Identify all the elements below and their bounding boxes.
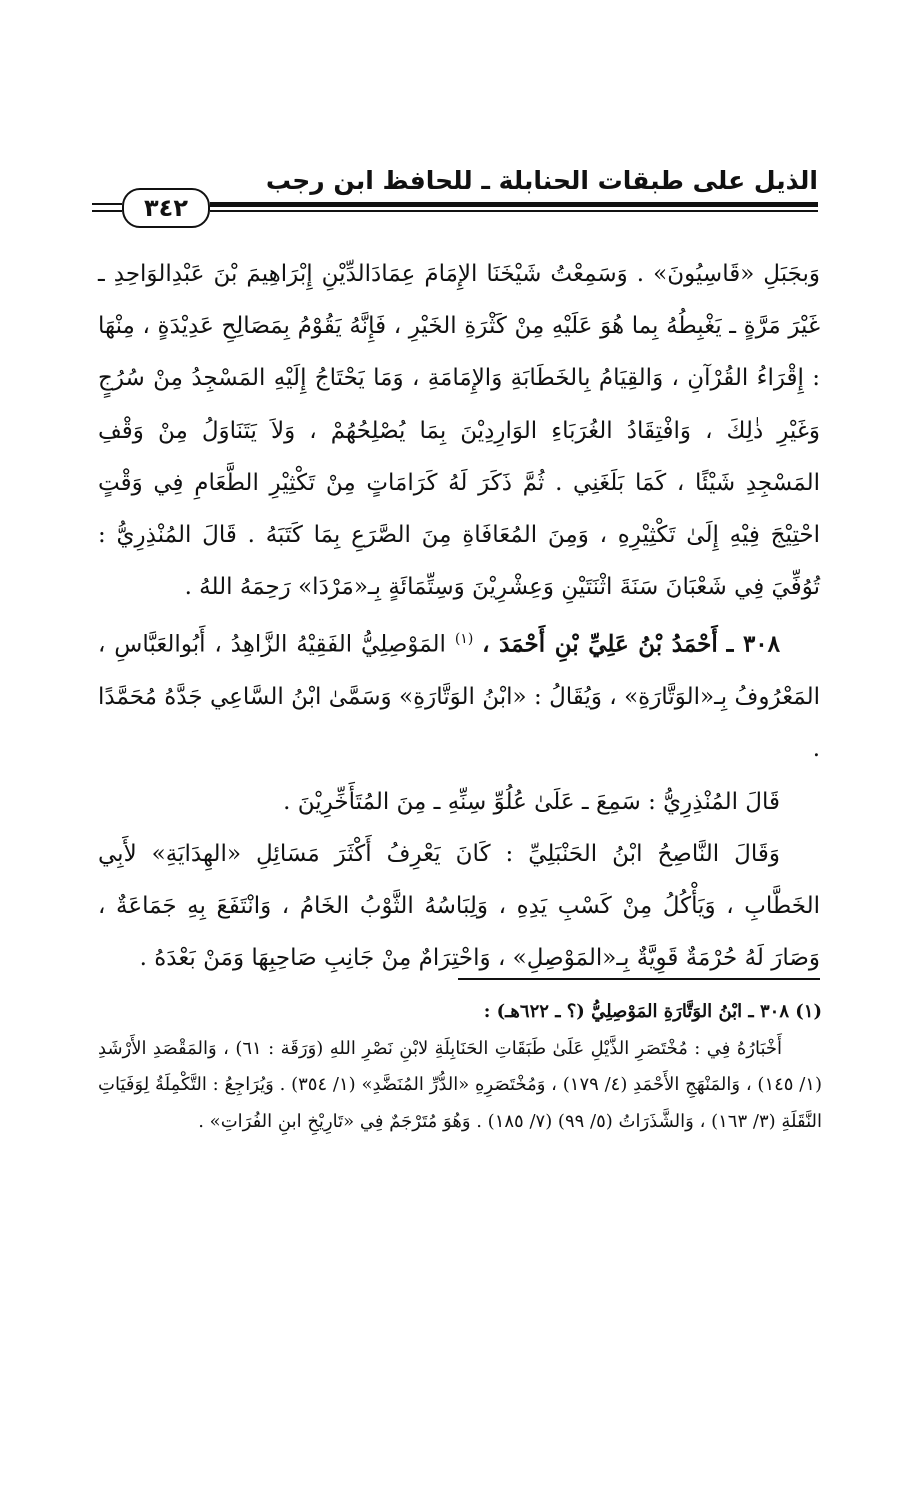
footnotes — [98, 994, 822, 1140]
footnote-reference: (١) — [454, 631, 474, 648]
running-title: الذيل على طبقات الحنابلة ـ للحافظ ابن رجب — [265, 166, 818, 195]
header-rule-left — [92, 203, 122, 205]
paragraph-entry-308 — [98, 613, 820, 775]
entry-name: أَحْمَدُ بْنُ عَلِيِّ بْنِ أَحْمَدَ ، — [482, 631, 718, 659]
footnote-1-body: أَخْبَارُهُ فِي : مُخْتَصَرِ الذَّيْلِ عَلَىٰ طَبَقَاتِ الحَنَابِلَةِ لابْنِ نَصْرِ اللهِ (وَرَقَة : ٦١) ، وَالمَقْصَدِ الأَرْشَدِ (١/ ١٤٥) ، وَالمَنْهَجِ الأَحْمَدِ (٤/ ١٧٩) ، وَمُخْتَصَرِهِ «الدُّرِّ المُنَضَّدِ» (١/ ٣٥٤) . وَيُرَاجِعُ : التَّكْمِلَةُ لِوَفَيَاتِ النَّقَلَةِ (٣/ ١٦٣) ، وَالشَّذَرَاتُ (٥/ ٩٩) (٧/ ١٨٥) . وَهُوَ مُتَرْجَمٌ فِي «تَارِيْخِ ابنِ الفُرَاتِ» . — [98, 1037, 822, 1132]
header-rule-right-thin — [210, 210, 818, 212]
footnote-separator — [458, 978, 820, 980]
page-number: ٣٤٢ — [122, 188, 210, 228]
entry-number: ٣٠٨ ـ — [726, 631, 781, 659]
paragraph-1: وَبجَبَلِ «قَاسِيُونَ» . وَسَمِعْتُ شَيْخَنَا الإِمَامَ عِمَادَالدِّيْنِ إِبْرَاهِيمَ بْنَ عَبْدِالوَاحِدِ ـ غَيْرَ مَرَّةٍ ـ يَغْبِطُهُ بِما هُوَ عَلَيْهِ مِنْ كَثْرَةِ الخَيْرِ ، فَإِنَّهُ يَقُوْمُ بِمَصَالِحِ عَدِيْدَةٍ ، مِنْهَا : إِقْرَاءُ القُرْآنِ ، وَالقِيَامُ بِالخَطَابَةِ وَالإِمَامَةِ ، وَمَا يَحْتَاجُ إِلَيْهِ المَسْجِدُ مِنْ سُرُجٍ وَغَيْرِ ذٰلِكَ ، وَافْتِقَادُ الغُرَبَاءِ الوَارِدِيْنَ بِمَا يُصْلِحُهُمْ ، وَلاَ يَتَنَاوَلُ مِنْ وَقْفِ المَسْجِدِ شَيْئًا ، كَمَا بَلَغَنِي . ثُمَّ ذَكَرَ لَهُ كَرَامَاتٍ مِنْ تَكْثِيْرِ الطَّعَامِ فِي وَقْتٍ احْتِيْجَ فِيْهِ إِلَىٰ تَكْثِيْرِهِ ، وَمِنَ المُعَافَاةِ مِنَ الصَّرَعِ بِمَا كَتَبَهُ . قَالَ المُنْذِرِيُّ : تُوُفِّيَ فِي شَعْبَانَ سَنَةَ اثْنَتَيْنِ وَعِشْرِيْنَ وَسِتِّمَائَةٍ بِـ«مَرْدَا» رَحِمَهُ اللهُ . — [98, 261, 820, 601]
header-rule-left-thin — [92, 210, 122, 212]
paragraph-4: وَقَالَ النَّاصِحُ ابْنُ الحَنْبَلِيِّ : كَانَ يَعْرِفُ أَكْثَرَ مَسَائِلِ «الهِدَايَةِ» لأَبِي الخَطَّابِ ، وَيَأْكُلُ مِنْ كَسْبِ يَدِهِ ، وَلِبَاسُهُ الثَّوْبُ الخَامُ ، وَانْتَفَعَ بِهِ جَمَاعَةٌ ، وَصَارَ لَهُ حُرْمَةٌ قَوِيَّةٌ بِـ«المَوْصِلِ» ، وَاحْتِرَامٌ مِنْ جَانِبِ صَاحِبِهَا وَمَنْ بَعْدَهُ . — [98, 840, 820, 972]
entry-description: المَوْصِلِيُّ الفَقِيْهُ الزَّاهِدُ ، أَبُوالعَبَّاسِ ، المَعْرُوفُ بِـ«الوَتَّارَةِ» ، وَيُقَالُ : «ابْنُ الوَتَّارَةِ» وَسَمَّىٰ ابْنُ السَّاعِي جَدَّهُ مُحَمَّدًا . — [98, 632, 820, 763]
main-text — [98, 248, 820, 985]
paragraph-3: قَالَ المُنْذِرِيُّ : سَمِعَ ـ عَلَىٰ عُلُوِّ سِنِّهِ ـ مِنَ المُتَأَخِّرِيْنَ . — [283, 788, 780, 815]
page-header — [92, 160, 818, 220]
header-rule-right — [210, 202, 818, 207]
footnote-1-heading: (١) ٣٠٨ ـ ابْنُ الوَتَّارَةِ المَوْصِلِيُّ (؟ ـ ٦٢٢هـ) : — [483, 1001, 822, 1022]
